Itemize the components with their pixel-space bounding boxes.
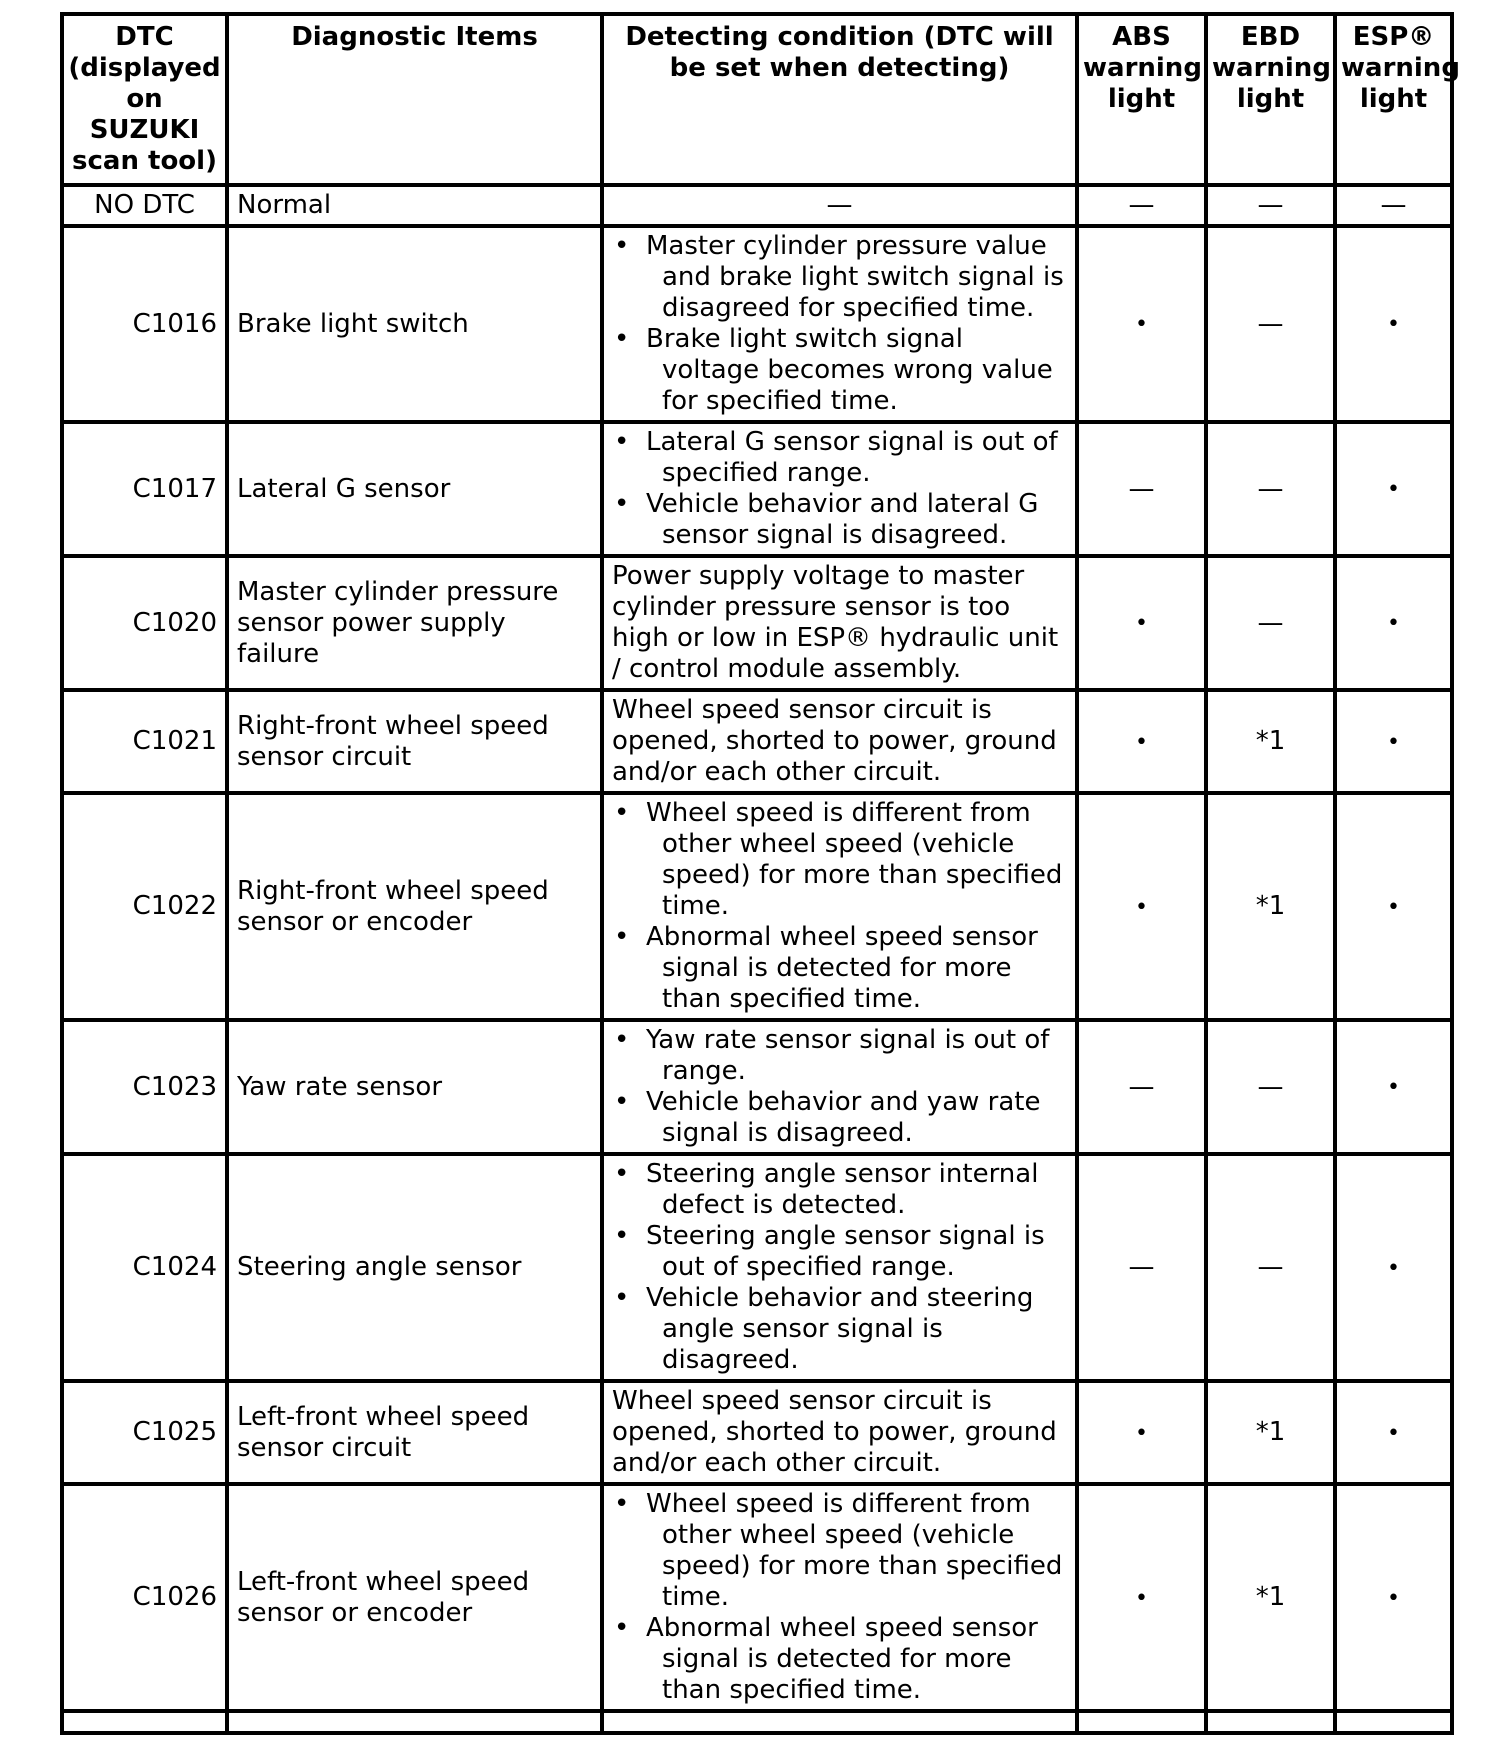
diagnostic-item-cell: Master cylinder pressure sensor power supply failure xyxy=(227,556,602,690)
detecting-condition-cell xyxy=(602,1020,1077,1154)
abs-indicator: • xyxy=(1135,1420,1148,1446)
ebd-warning-light-cell xyxy=(1206,422,1335,556)
condition-bullet-list xyxy=(612,1159,1067,1376)
esp-warning-light-cell xyxy=(1335,1154,1452,1381)
condition-bullet-item: • Lateral G sensor signal is out of specified range. xyxy=(612,427,1067,489)
abs-warning-light-cell xyxy=(1077,185,1206,226)
dtc-code-cell: C1017 xyxy=(62,422,227,556)
table-body xyxy=(62,185,1452,1733)
abs-warning-light-cell xyxy=(1077,690,1206,793)
empty-cell xyxy=(1077,1711,1206,1733)
dtc-table xyxy=(60,12,1460,1735)
detecting-condition-cell xyxy=(602,226,1077,422)
condition-bullet-list xyxy=(612,231,1067,417)
esp-indicator: • xyxy=(1387,729,1400,755)
esp-warning-light-cell xyxy=(1335,1020,1452,1154)
esp-indicator: • xyxy=(1387,894,1400,920)
condition-bullet-item: • Brake light switch signal voltage becomes wrong value for specified time. xyxy=(612,324,1067,417)
abs-warning-light-cell xyxy=(1077,556,1206,690)
table-row xyxy=(62,1154,1452,1381)
diagnostic-item-cell: Right-front wheel speed sensor circuit xyxy=(227,690,602,793)
condition-bullet-item: • Wheel speed is different from other wheel speed (vehicle speed) for more than specified time. xyxy=(612,1489,1067,1613)
esp-warning-light-cell xyxy=(1335,422,1452,556)
abs-warning-light-cell xyxy=(1077,793,1206,1020)
ebd-warning-light-cell xyxy=(1206,556,1335,690)
table-header xyxy=(62,14,1460,185)
header-ebd-warning-light: EBD warning light xyxy=(1206,14,1335,185)
abs-indicator: • xyxy=(1135,611,1148,636)
diagnostic-item-cell: Yaw rate sensor xyxy=(227,1020,602,1154)
ebd-warning-light-cell xyxy=(1206,793,1335,1020)
condition-bullet-item: • Vehicle behavior and steering angle sensor signal is disagreed. xyxy=(612,1283,1067,1376)
dtc-code-cell: C1021 xyxy=(62,690,227,793)
ebd-warning-light-cell xyxy=(1206,1381,1335,1484)
table-row xyxy=(62,793,1452,1020)
abs-indicator: • xyxy=(1135,729,1148,755)
dtc-code-cell: C1023 xyxy=(62,1020,227,1154)
diagnostic-item-cell: Left-front wheel speed sensor circuit xyxy=(227,1381,602,1484)
abs-warning-light-cell xyxy=(1077,1484,1206,1711)
diagnostic-item-cell: Brake light switch xyxy=(227,226,602,422)
esp-indicator: — xyxy=(1380,190,1407,220)
esp-warning-light-cell xyxy=(1335,1381,1452,1484)
header-esp-warning-light: ESP® warning light xyxy=(1335,14,1452,185)
detecting-condition-cell: Wheel speed sensor circuit is opened, shorted to power, ground and/or each other circuit. xyxy=(602,690,1077,793)
header-abs-warning-light: ABS warning light xyxy=(1077,14,1206,185)
ebd-indicator: *1 xyxy=(1255,1582,1286,1612)
abs-warning-light-cell xyxy=(1077,1020,1206,1154)
esp-indicator: • xyxy=(1387,1075,1400,1100)
table-row xyxy=(62,1020,1452,1154)
table-continuation-row xyxy=(62,1711,1452,1733)
table-row xyxy=(62,422,1452,556)
header-dtc: DTC (displayed on SUZUKI scan tool) xyxy=(62,14,227,185)
abs-indicator: — xyxy=(1128,1252,1155,1282)
abs-indicator: • xyxy=(1135,1585,1148,1611)
empty-cell xyxy=(1335,1711,1452,1733)
condition-bullet-item: • Wheel speed is different from other wheel speed (vehicle speed) for more than specified time. xyxy=(612,798,1067,922)
dtc-code-cell: C1024 xyxy=(62,1154,227,1381)
detecting-condition-cell xyxy=(602,422,1077,556)
condition-bullet-list xyxy=(612,427,1067,551)
ebd-warning-light-cell xyxy=(1206,1020,1335,1154)
diagnostic-item-cell: Normal xyxy=(227,185,602,226)
empty-cell xyxy=(602,1711,1077,1733)
detecting-condition-cell: — xyxy=(602,185,1077,226)
ebd-indicator: — xyxy=(1257,607,1284,638)
condition-bullet-list xyxy=(612,1025,1067,1149)
table-row xyxy=(62,226,1452,422)
condition-bullet-item: • Steering angle sensor signal is out of specified range. xyxy=(612,1221,1067,1283)
esp-indicator: • xyxy=(1387,1420,1400,1446)
ebd-warning-light-cell xyxy=(1206,1154,1335,1381)
ebd-indicator: — xyxy=(1257,1071,1284,1102)
ebd-indicator: — xyxy=(1257,473,1284,504)
abs-warning-light-cell xyxy=(1077,422,1206,556)
dtc-code-cell: C1020 xyxy=(62,556,227,690)
condition-bullet-item: • Vehicle behavior and lateral G sensor signal is disagreed. xyxy=(612,489,1067,551)
empty-cell xyxy=(62,1711,227,1733)
esp-indicator: • xyxy=(1387,1255,1400,1281)
condition-bullet-item: • Abnormal wheel speed sensor signal is detected for more than specified time. xyxy=(612,1613,1067,1706)
condition-bullet-item: • Vehicle behavior and yaw rate signal is disagreed. xyxy=(612,1087,1067,1149)
header-diagnostic-items: Diagnostic Items xyxy=(227,14,602,185)
abs-indicator: — xyxy=(1128,1071,1155,1102)
table-row xyxy=(62,690,1452,793)
table-row xyxy=(62,1381,1452,1484)
abs-warning-light-cell xyxy=(1077,1381,1206,1484)
abs-indicator: — xyxy=(1128,190,1155,220)
ebd-warning-light-cell xyxy=(1206,185,1335,226)
ebd-indicator: — xyxy=(1257,308,1284,339)
table-row xyxy=(62,1484,1452,1711)
header-detecting-condition: Detecting condition (DTC will be set when detecting) xyxy=(602,14,1077,185)
empty-cell xyxy=(227,1711,602,1733)
dtc-code-cell: C1025 xyxy=(62,1381,227,1484)
diagnostic-item-cell: Steering angle sensor xyxy=(227,1154,602,1381)
condition-bullet-list xyxy=(612,1489,1067,1706)
empty-cell xyxy=(1206,1711,1335,1733)
condition-bullet-item: • Master cylinder pressure value and brake light switch signal is disagreed for specified time. xyxy=(612,231,1067,324)
esp-warning-light-cell xyxy=(1335,793,1452,1020)
dtc-code-cell: C1016 xyxy=(62,226,227,422)
esp-indicator: • xyxy=(1387,1585,1400,1611)
ebd-indicator: *1 xyxy=(1255,1417,1286,1447)
dtc-code-cell: C1026 xyxy=(62,1484,227,1711)
esp-indicator: • xyxy=(1387,312,1400,337)
condition-bullet-item: • Abnormal wheel speed sensor signal is detected for more than specified time. xyxy=(612,922,1067,1015)
detecting-condition-cell: Wheel speed sensor circuit is opened, shorted to power, ground and/or each other circuit. xyxy=(602,1381,1077,1484)
esp-indicator: • xyxy=(1387,611,1400,636)
diagnostic-item-cell: Right-front wheel speed sensor or encoder xyxy=(227,793,602,1020)
ebd-warning-light-cell xyxy=(1206,226,1335,422)
ebd-indicator: *1 xyxy=(1255,726,1286,756)
condition-bullet-item: • Steering angle sensor internal defect is detected. xyxy=(612,1159,1067,1221)
detecting-condition-cell: Power supply voltage to master cylinder pressure sensor is too high or low in ESP® hydraulic unit / control module assembly. xyxy=(602,556,1077,690)
detecting-condition-cell xyxy=(602,1484,1077,1711)
abs-indicator: • xyxy=(1135,312,1148,337)
dtc-code-cell: C1022 xyxy=(62,793,227,1020)
ebd-indicator: — xyxy=(1257,190,1284,220)
esp-warning-light-cell xyxy=(1335,1484,1452,1711)
abs-warning-light-cell xyxy=(1077,226,1206,422)
condition-bullet-list xyxy=(612,798,1067,1015)
esp-warning-light-cell xyxy=(1335,226,1452,422)
table-row xyxy=(62,185,1452,226)
esp-indicator: • xyxy=(1387,477,1400,502)
diagnostic-item-cell: Left-front wheel speed sensor or encoder xyxy=(227,1484,602,1711)
abs-warning-light-cell xyxy=(1077,1154,1206,1381)
esp-warning-light-cell xyxy=(1335,556,1452,690)
dtc-code-cell: NO DTC xyxy=(62,185,227,226)
esp-warning-light-cell xyxy=(1335,690,1452,793)
abs-indicator: • xyxy=(1135,894,1148,920)
detecting-condition-cell xyxy=(602,1154,1077,1381)
diagnostic-item-cell: Lateral G sensor xyxy=(227,422,602,556)
detecting-condition-cell xyxy=(602,793,1077,1020)
ebd-indicator: — xyxy=(1257,1252,1284,1282)
ebd-indicator: *1 xyxy=(1255,891,1286,921)
table-row xyxy=(62,556,1452,690)
ebd-warning-light-cell xyxy=(1206,1484,1335,1711)
abs-indicator: — xyxy=(1128,473,1155,504)
ebd-warning-light-cell xyxy=(1206,690,1335,793)
esp-warning-light-cell xyxy=(1335,185,1452,226)
condition-bullet-item: • Yaw rate sensor signal is out of range. xyxy=(612,1025,1067,1087)
